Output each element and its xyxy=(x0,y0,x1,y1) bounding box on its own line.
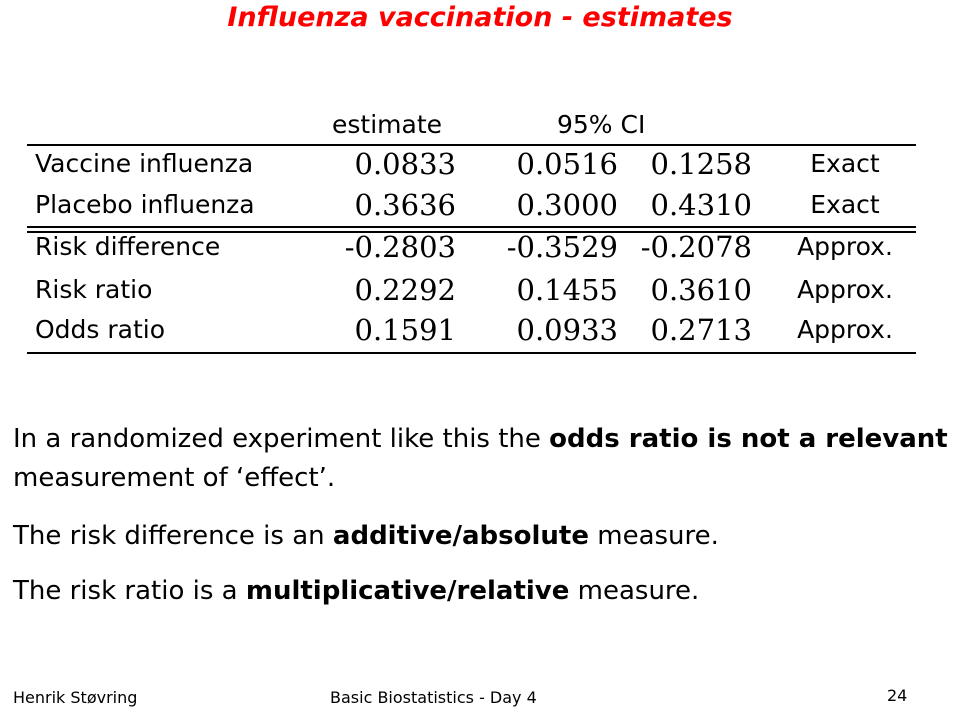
row-estimate: -0.2803 xyxy=(344,230,456,264)
paragraph-risk-ratio xyxy=(13,572,948,611)
table-row xyxy=(0,184,960,226)
row-ci-high: 0.2713 xyxy=(650,313,752,347)
header-estimate: estimate xyxy=(332,110,443,139)
paragraph-text: measure. xyxy=(588,521,719,551)
footer-course: Basic Biostatistics - Day 4 xyxy=(330,688,537,707)
paragraph-emphasis: odds ratio is not a relevant xyxy=(549,424,948,454)
paragraph-emphasis: additive/absolute xyxy=(332,521,589,551)
table-bottom-rule xyxy=(27,352,916,354)
row-label: Vaccine influenza xyxy=(35,149,254,178)
row-estimate: 0.3636 xyxy=(354,188,456,222)
table-row xyxy=(0,309,960,351)
row-method: Approx. xyxy=(797,315,893,344)
row-ci-high: 0.4310 xyxy=(650,188,752,222)
row-ci-low: 0.0516 xyxy=(516,147,618,181)
row-method: Approx. xyxy=(797,232,893,261)
row-method: Exact xyxy=(810,149,880,178)
footer-page-number: 24 xyxy=(887,686,908,705)
header-ci: 95% CI xyxy=(557,110,646,139)
row-method: Exact xyxy=(810,190,880,219)
row-ci-high: 0.3610 xyxy=(650,273,752,307)
paragraph-emphasis: multiplicative/relative xyxy=(245,576,570,606)
paragraph-text: measurement of ‘effect’. xyxy=(13,463,336,493)
table-row xyxy=(0,143,960,185)
footer-author: Henrik Støvring xyxy=(13,688,138,707)
paragraph-text: In a randomized experiment like this the xyxy=(13,424,550,454)
row-ci-high: 0.1258 xyxy=(650,147,752,181)
row-label: Risk difference xyxy=(35,232,221,261)
row-label: Risk ratio xyxy=(35,275,153,304)
row-ci-low: 0.3000 xyxy=(516,188,618,222)
row-estimate: 0.0833 xyxy=(354,147,456,181)
paragraph-text: The risk ratio is a xyxy=(13,576,246,606)
row-label: Placebo influenza xyxy=(35,190,255,219)
row-estimate: 0.2292 xyxy=(354,273,456,307)
paragraph-risk-difference xyxy=(13,517,948,556)
row-estimate: 0.1591 xyxy=(354,313,456,347)
table-row xyxy=(0,269,960,311)
table-row xyxy=(0,226,960,268)
row-ci-low: 0.0933 xyxy=(516,313,618,347)
paragraph-text: measure. xyxy=(569,576,700,606)
row-method: Approx. xyxy=(797,275,893,304)
paragraph-odds-ratio xyxy=(13,420,948,498)
row-ci-high: -0.2078 xyxy=(640,230,752,264)
slide-title: Influenza vaccination - estimates xyxy=(227,2,733,33)
row-ci-low: -0.3529 xyxy=(506,230,618,264)
row-ci-low: 0.1455 xyxy=(516,273,618,307)
paragraph-text: The risk difference is an xyxy=(13,521,333,551)
row-label: Odds ratio xyxy=(35,315,166,344)
